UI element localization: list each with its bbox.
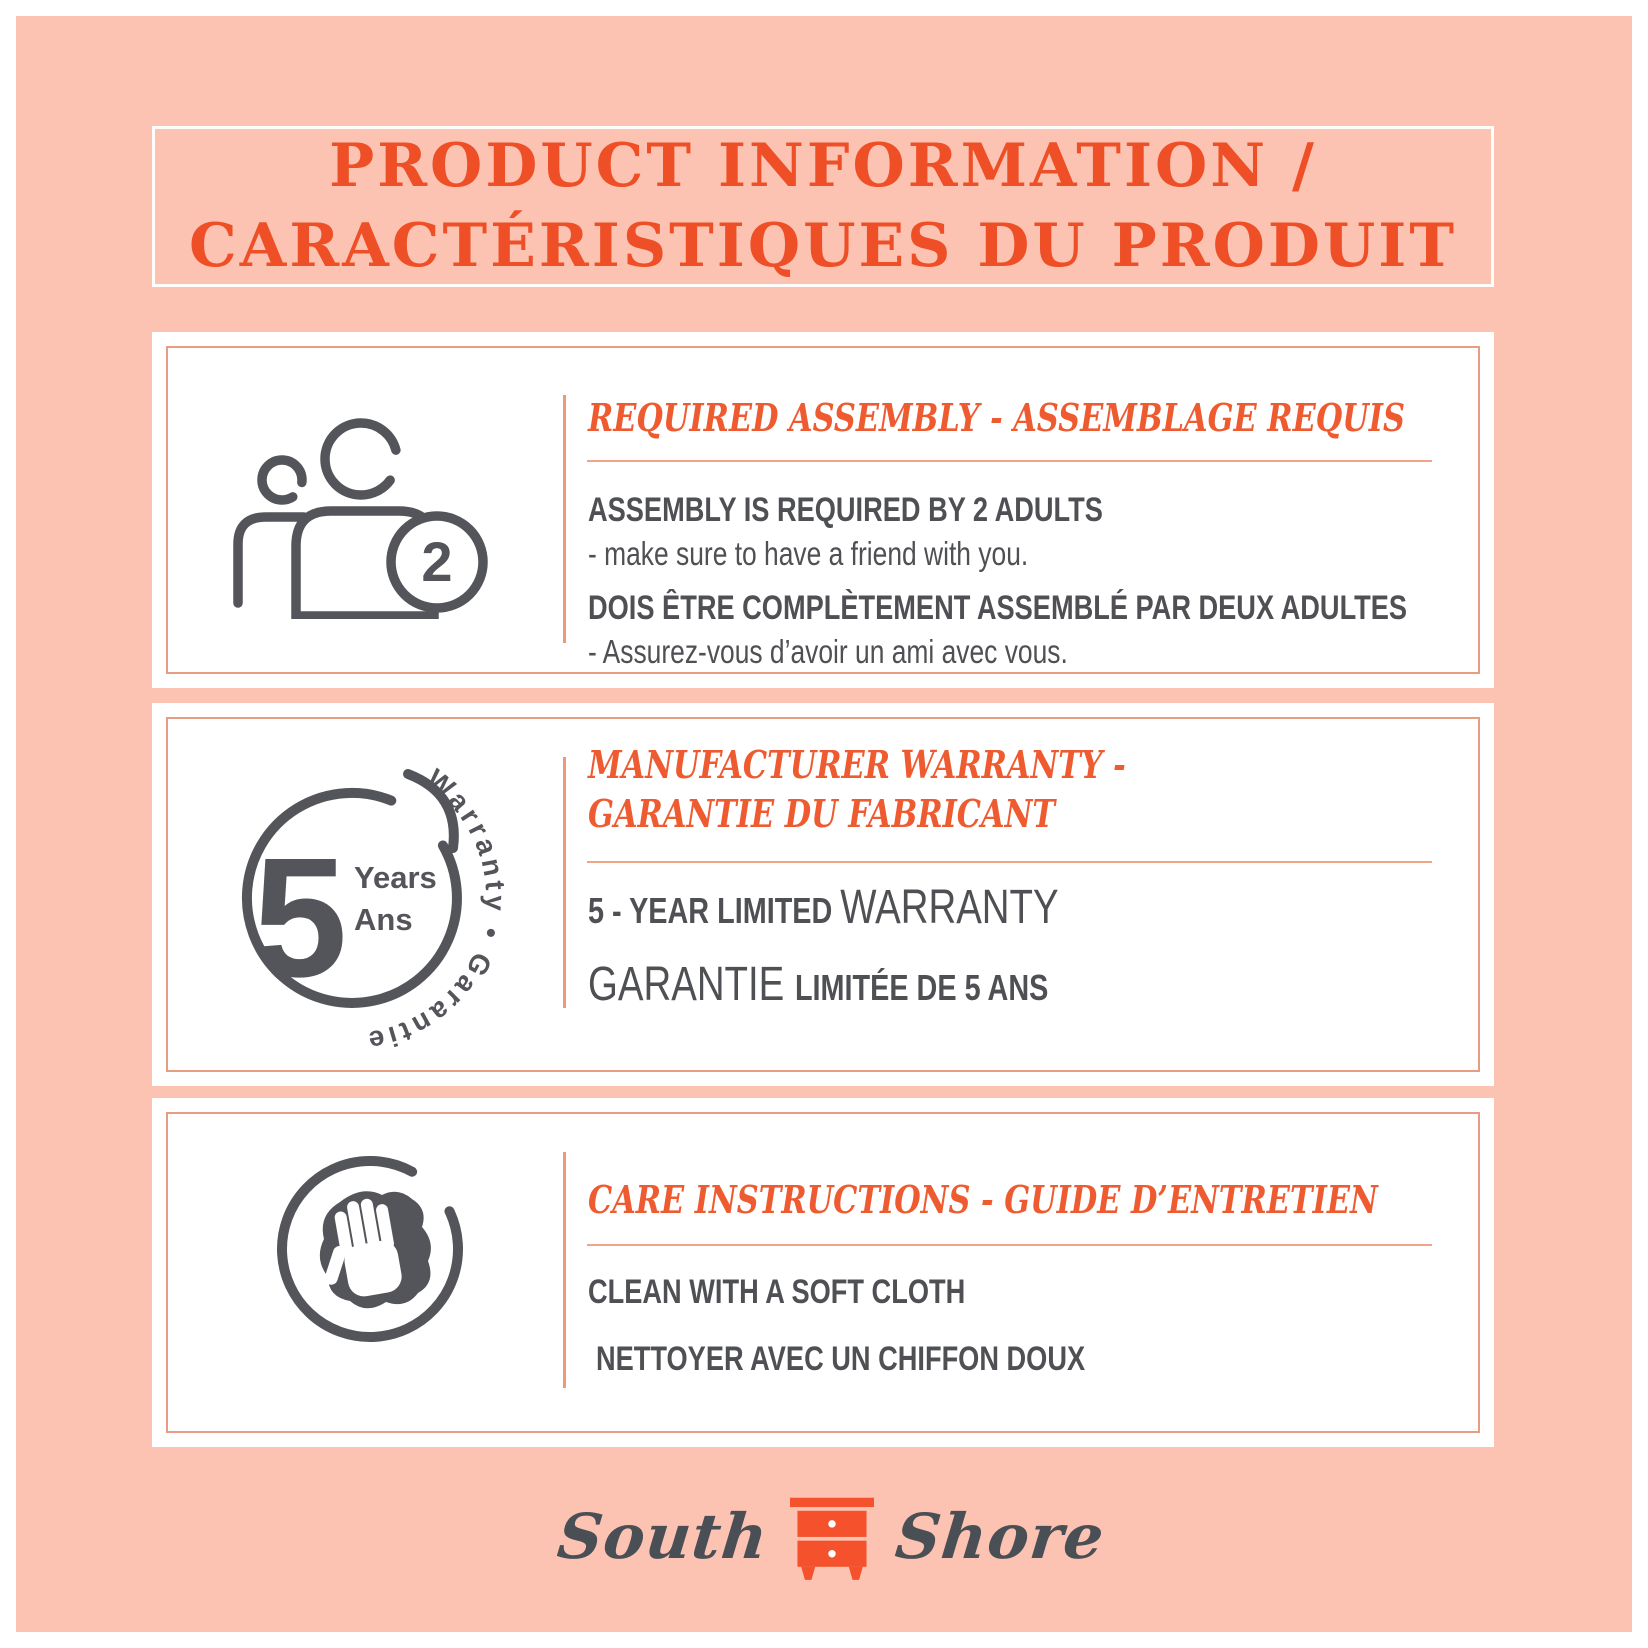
section-title-line1: MANUFACTURER WARRANTY - <box>588 742 1126 787</box>
assembly-en-bold: ASSEMBLY IS REQUIRED BY 2 ADULTS <box>588 491 1103 529</box>
header-box <box>152 126 1494 287</box>
warranty-years-label: Years <box>354 860 437 895</box>
warranty-curved-text: Warranty • Garantie <box>362 762 512 1058</box>
5-year-warranty-seal-icon <box>202 738 532 1068</box>
section-required-assembly <box>152 332 1494 688</box>
section-title: CARE INSTRUCTIONS - GUIDE D’ENTRETIEN <box>588 1177 1378 1222</box>
warranty-fr-big: GARANTIE <box>588 958 795 1011</box>
section-care-instructions <box>152 1098 1494 1447</box>
two-people-with-2-badge-icon <box>230 404 490 619</box>
hand-wiping-cloth-icon <box>270 1147 470 1347</box>
warranty-fr-small: LIMITÉE DE 5 ANS <box>794 967 1049 1008</box>
care-en-bold: CLEAN WITH A SOFT CLOTH <box>588 1273 966 1311</box>
assembly-badge-number: 2 <box>421 530 453 593</box>
dresser-icon <box>790 1492 874 1580</box>
title-underline <box>587 1244 1432 1246</box>
page-title-line1: PRODUCT INFORMATION / <box>329 131 1317 202</box>
assembly-en-note: - make sure to have a friend with you. <box>588 535 1029 572</box>
warranty-en-small: 5 - YEAR LIMITED <box>588 890 841 931</box>
section-title: REQUIRED ASSEMBLY - ASSEMBLAGE REQUIS <box>588 395 1405 440</box>
care-fr-bold: NETTOYER AVEC UN CHIFFON DOUX <box>596 1340 1086 1378</box>
warranty-number: 5 <box>252 823 348 1013</box>
vertical-divider <box>563 1152 566 1388</box>
warranty-ans-label: Ans <box>354 902 413 937</box>
page-title-line2: CARACTÉRISTIQUES DU PRODUIT <box>189 210 1457 281</box>
title-underline <box>587 861 1432 863</box>
section-manufacturer-warranty <box>152 703 1494 1086</box>
south-shore-logo <box>0 1492 1648 1580</box>
warranty-en-line <box>588 881 1059 934</box>
vertical-divider <box>563 395 566 643</box>
title-underline <box>587 460 1432 462</box>
assembly-fr-note: - Assurez-vous d’avoir un ami avec vous. <box>588 633 1068 670</box>
assembly-fr-bold: DOIS ÊTRE COMPLÈTEMENT ASSEMBLÉ PAR DEUX ADULTES <box>588 589 1408 627</box>
vertical-divider <box>563 757 566 1008</box>
section-title-line2: GARANTIE DU FABRICANT <box>588 791 1055 836</box>
warranty-fr-line <box>588 958 1049 1011</box>
logo-word-south: South <box>554 1499 772 1573</box>
warranty-en-big: WARRANTY <box>840 881 1059 934</box>
logo-word-shore: Shore <box>891 1499 1108 1573</box>
